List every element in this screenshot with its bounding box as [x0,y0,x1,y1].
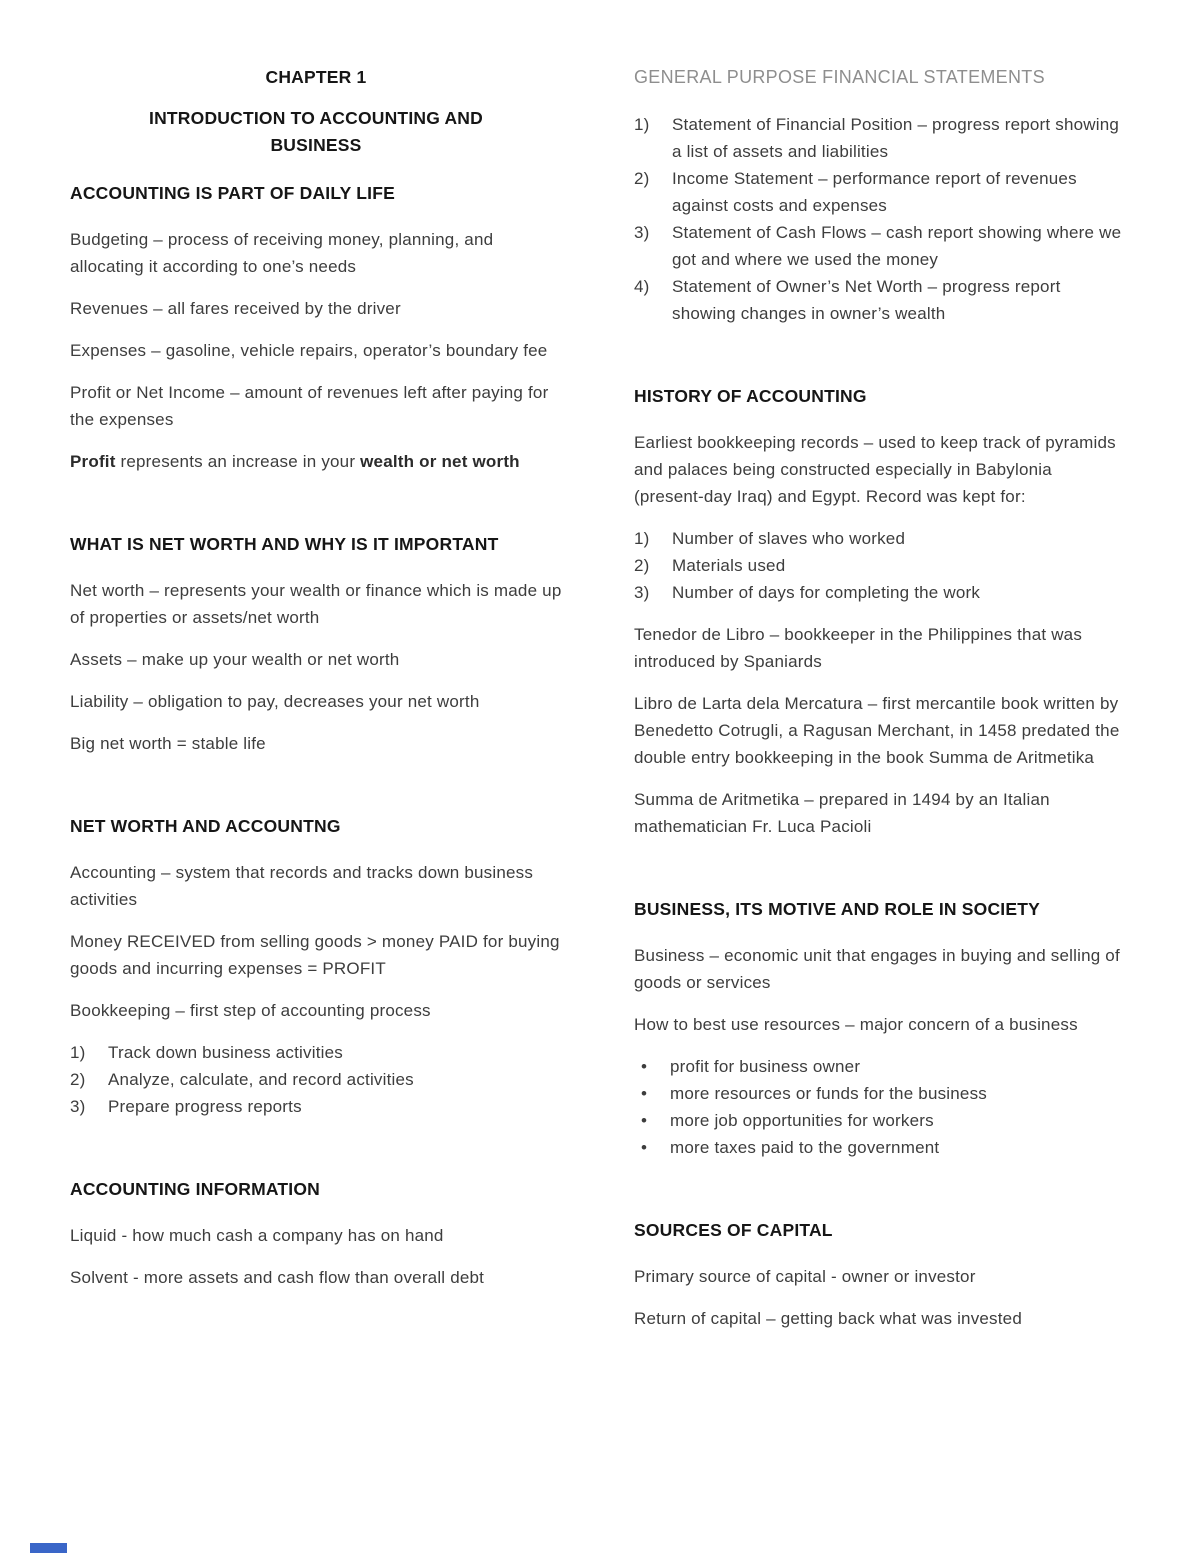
list-item: Income Statement – performance report of revenues against costs and expenses [672,169,1077,215]
section-heading-net-worth: WHAT IS NET WORTH AND WHY IS IT IMPORTANT [70,534,499,554]
list-item: Prepare progress reports [108,1097,302,1116]
list-item: Number of slaves who worked [672,529,906,548]
paragraph-solvent: Solvent - more assets and cash flow than overall debt [70,1268,485,1287]
section-heading-financial-statements: GENERAL PURPOSE FINANCIAL STATEMENTS [634,67,1045,87]
financial-statements-list [634,111,1126,327]
paragraph-budgeting: Budgeting – process of receiving money, planning, and allocating it according to one’s needs [70,230,494,276]
bold-profit-term: Profit [70,452,116,471]
paragraph-bookkeeping: Bookkeeping – first step of accounting process [70,1001,431,1020]
paragraph-net-worth: Net worth – represents your wealth or finance which is made up of properties or assets/net worth [70,581,562,627]
list-item: Number of days for completing the work [672,583,981,602]
paragraph-profit-wealth [70,448,562,475]
paragraph-accounting: Accounting – system that records and tracks down business activities [70,863,534,909]
paragraph-primary-source: Primary source of capital - owner or investor [634,1267,976,1286]
right-column [634,64,1126,1347]
bold-wealth-term: wealth or net worth [360,452,520,471]
paragraph-libro: Libro de Larta dela Mercatura – first mercantile book written by Benedetto Cotrugli, a Ragusan Merchant, in 1458 predated the double entry bookkeeping in the book Summa de Aritmetika [634,694,1120,767]
paragraph-liquid: Liquid - how much cash a company has on hand [70,1226,444,1245]
list-item: Statement of Owner’s Net Worth – progress report showing changes in owner’s wealth [672,277,1061,323]
records-kept-list [634,525,1126,606]
chapter-title: CHAPTER 1 [265,67,367,87]
paragraph-liability: Liability – obligation to pay, decreases your net worth [70,692,480,711]
list-item: • more taxes paid to the government [634,1134,1126,1161]
chapter-header [70,64,562,159]
paragraph-resources: How to best use resources – major concern of a business [634,1015,1078,1034]
list-item: Track down business activities [108,1043,343,1062]
bottom-blue-artifact [30,1543,67,1553]
list-item: • more job opportunities for workers [634,1107,1126,1134]
left-column [70,64,562,1347]
section-heading-sources-of-capital: SOURCES OF CAPITAL [634,1220,833,1240]
list-item: Statement of Cash Flows – cash report showing where we got and where we used the money [672,223,1122,269]
paragraph-money-profit: Money RECEIVED from selling goods > money PAID for buying goods and incurring expenses = PROFIT [70,932,560,978]
paragraph-tenedor: Tenedor de Libro – bookkeeper in the Philippines that was introduced by Spaniards [634,625,1083,671]
paragraph-expenses: Expenses – gasoline, vehicle repairs, operator’s boundary fee [70,341,548,360]
business-motives-list [634,1053,1126,1161]
text-profit-middle: represents an increase in your [115,452,361,471]
paragraph-return-of-capital: Return of capital – getting back what was invested [634,1309,1022,1328]
list-item: • more resources or funds for the business [634,1080,1126,1107]
section-heading-accounting-information: ACCOUNTING INFORMATION [70,1179,321,1199]
paragraph-profit-definition: Profit or Net Income – amount of revenues left after paying for the expenses [70,383,549,429]
list-item: Statement of Financial Position – progress report showing a list of assets and liabilities [672,115,1120,161]
list-item: Materials used [672,556,786,575]
paragraph-business: Business – economic unit that engages in buying and selling of goods or services [634,946,1120,992]
section-heading-history: HISTORY OF ACCOUNTING [634,386,867,406]
paragraph-summa: Summa de Aritmetika – prepared in 1494 by an Italian mathematician Fr. Luca Pacioli [634,790,1050,836]
list-item: • profit for business owner [634,1053,1126,1080]
bookkeeping-steps-list [70,1039,562,1120]
paragraph-earliest-records: Earliest bookkeeping records – used to keep track of pyramids and palaces being constructed especially in Babylonia (present-day Iraq) and Egypt. Record was kept for: [634,433,1116,506]
list-item: Analyze, calculate, and record activities [108,1070,414,1089]
section-heading-net-worth-accounting: NET WORTH AND ACCOUNTNG [70,816,341,836]
section-heading-daily-life: ACCOUNTING IS PART OF DAILY LIFE [70,183,395,203]
paragraph-revenues: Revenues – all fares received by the driver [70,299,401,318]
paragraph-assets: Assets – make up your wealth or net worth [70,650,400,669]
paragraph-big-net-worth: Big net worth = stable life [70,734,266,753]
chapter-subtitle: INTRODUCTION TO ACCOUNTING AND BUSINESS [149,108,483,155]
section-heading-business: BUSINESS, ITS MOTIVE AND ROLE IN SOCIETY [634,899,1041,919]
